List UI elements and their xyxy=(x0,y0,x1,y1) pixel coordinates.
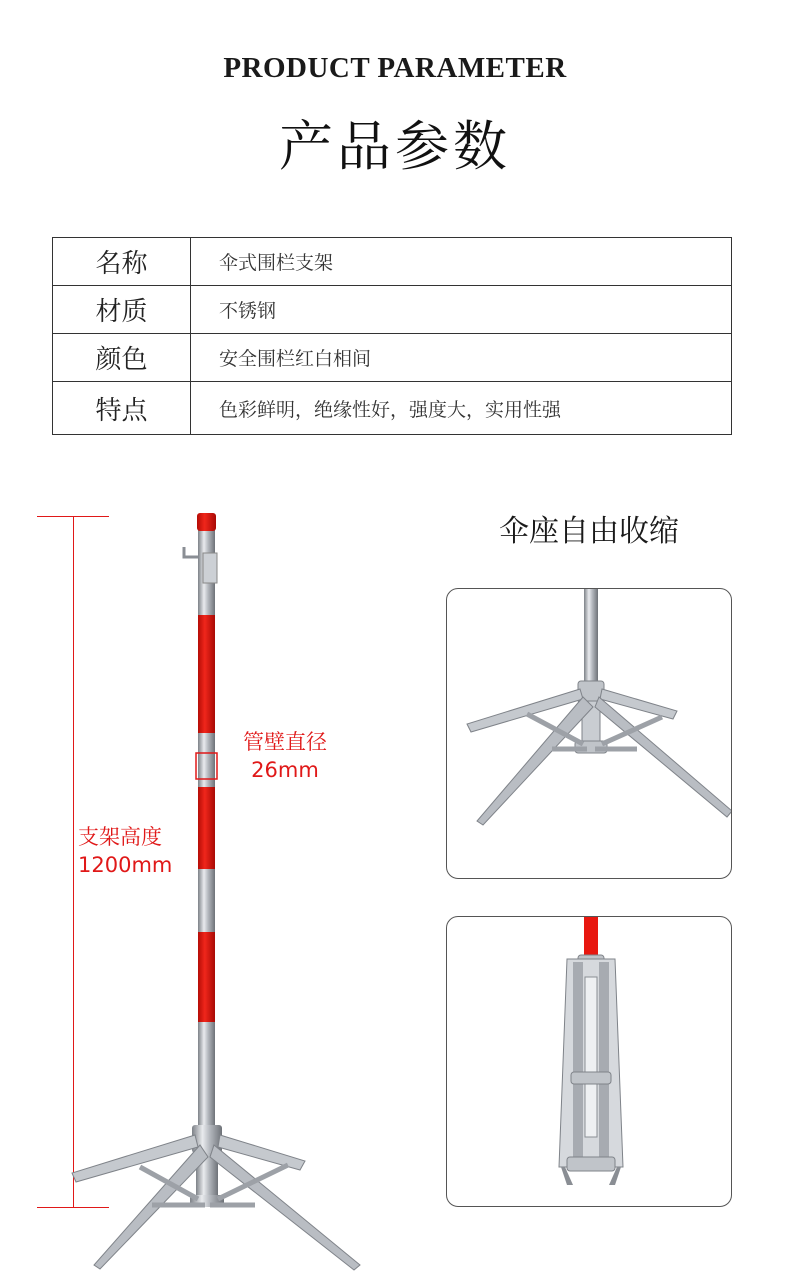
height-label-text: 支架高度 xyxy=(78,825,162,849)
table-row xyxy=(53,238,732,286)
pipe-value-text: 26mm xyxy=(251,758,319,782)
param-table xyxy=(52,237,732,435)
table-row xyxy=(53,334,732,382)
param-key: 名称 xyxy=(53,238,191,286)
param-key: 材质 xyxy=(53,286,191,334)
table-row xyxy=(53,382,732,435)
param-value: 安全围栏红白相间 xyxy=(191,334,732,382)
param-key: 颜色 xyxy=(53,334,191,382)
param-value: 不锈钢 xyxy=(191,286,732,334)
param-value: 伞式围栏支架 xyxy=(191,238,732,286)
base-open-image xyxy=(447,589,731,878)
fold-section-title: 伞座自由收缩 xyxy=(499,514,679,549)
title-en: PRODUCT PARAMETER xyxy=(223,52,567,84)
base-open-photo xyxy=(446,588,732,879)
title-cn: 产品参数 xyxy=(279,115,511,178)
param-value: 色彩鲜明，绝缘性好，强度大，实用性强 xyxy=(191,382,732,435)
param-key: 特点 xyxy=(53,382,191,435)
tripod-stand-image xyxy=(60,505,380,1283)
pipe-label-text: 管壁直径 xyxy=(243,730,327,754)
table-row xyxy=(53,286,732,334)
height-value-text: 1200mm xyxy=(78,853,173,877)
base-folded-image xyxy=(447,917,731,1206)
base-folded-photo xyxy=(446,916,732,1207)
